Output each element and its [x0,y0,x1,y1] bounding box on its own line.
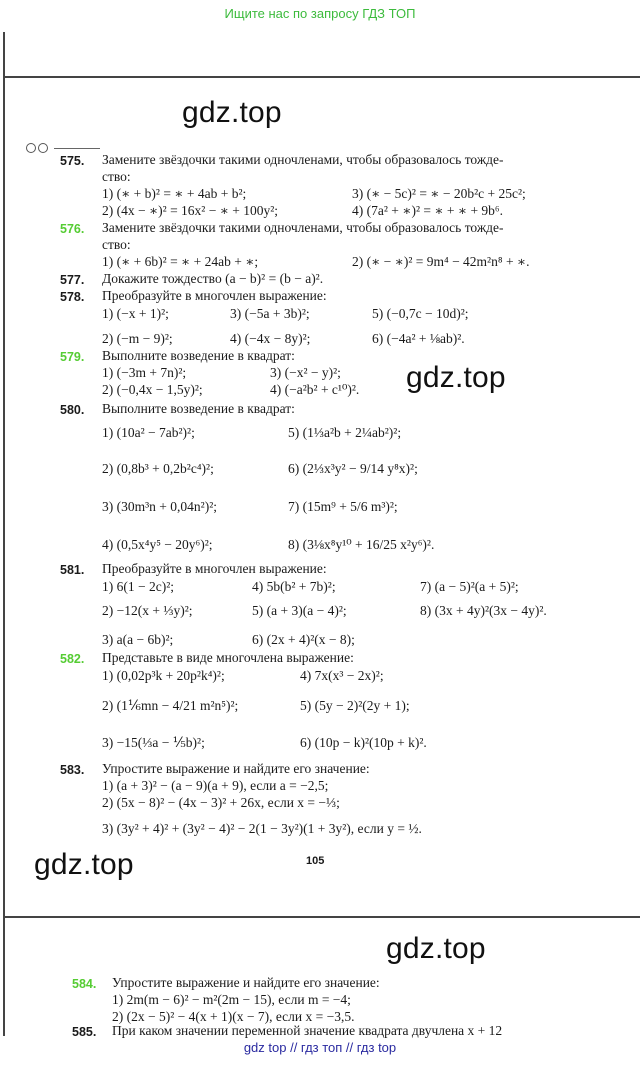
problem-576-number: 576. [60,222,85,236]
problem-581-number: 581. [60,563,85,577]
frame-page-break [3,916,640,918]
problem-575-text: Замените звёздочки такими одночленами, чтобы образовалось тожде- [102,152,504,167]
problem-581-item-2: 2) −12(x + ⅓y)²; [102,603,193,618]
problem-583-number: 583. [60,763,85,777]
frame-left-top [3,32,5,76]
problem-580-item-5: 5) (1⅓a²b + 2¼ab²)²; [288,425,402,440]
problem-583-item-2: 2) (5x − 8)² − (4x − 3)² + 26x, если x = −⅓; [102,795,340,810]
problem-583-item-1: 1) (a + 3)² − (a − 9)(a + 9), если a = −2,5; [102,778,329,793]
footer-links[interactable]: gdz top // гдз топ // гдз top [243,1040,397,1055]
frame-left-page1 [3,76,5,916]
problem-579-item-1: 1) (−3m + 7n)²; [102,365,187,380]
problem-582-number: 582. [60,652,85,666]
problem-575-item-3: 3) (∗ − 5c)² = ∗ − 20b²c + 25c²; [352,186,526,201]
problem-581-item-5: 5) (a + 3)(a − 4)²; [252,603,347,618]
problem-578-number: 578. [60,290,85,304]
problem-578-item-1: 1) (−x + 1)²; [102,306,169,321]
problem-578-item-6: 6) (−4a² + ⅛ab)². [372,331,465,346]
problem-577-text: Докажите тождество (a − b)² = (b − a)². [102,271,324,286]
problem-580-number: 580. [60,403,85,417]
problem-580-item-3: 3) (30m³n + 0,04n²)²; [102,499,217,514]
watermark-4: gdz.top [386,932,486,965]
watermark-1: gdz.top [182,96,282,129]
problem-578-item-3: 3) (−5a + 3b)²; [230,306,310,321]
section-rule [54,148,100,149]
watermark-2: gdz.top [406,361,506,394]
problem-576-item-1: 1) (∗ + 6b)² = ∗ + 24ab + ∗; [102,254,259,269]
problem-578-text: Преобразуйте в многочлен выражение: [102,288,327,303]
problem-583-text: Упростите выражение и найдите его значение: [102,761,370,776]
problem-580-item-8: 8) (3⅛x⁸y¹⁰ + 16/25 x²y⁶)². [288,537,435,552]
problem-584-text: Упростите выражение и найдите его значение: [112,975,380,990]
problem-578-item-2: 2) (−m − 9)²; [102,331,173,346]
problem-582-item-1: 1) (0,02p³k + 20p²k⁴)²; [102,668,225,683]
problem-575-text-cont: ство: [102,169,131,184]
problem-581-item-6: 6) (2x + 4)²(x − 8); [252,632,355,647]
problem-585-text: При каком значении переменной значение квадрата двучлена x + 12 [112,1023,503,1038]
problem-575-item-4: 4) (7a² + ∗)² = ∗ + ∗ + 9b⁶. [352,203,504,218]
frame-top-rule [3,76,640,78]
problem-580-item-1: 1) (10a² − 7ab²)²; [102,425,195,440]
problem-579-number: 579. [60,350,85,364]
problem-579-text: Выполните возведение в квадрат: [102,348,295,363]
problem-579-item-4: 4) (−a²b² + c¹⁰)². [270,382,360,397]
problem-578-item-5: 5) (−0,7c − 10d)²; [372,306,469,321]
problem-581-item-3: 3) a(a − 6b)²; [102,632,174,647]
problem-584-number: 584. [72,977,97,991]
problem-578-item-4: 4) (−4x − 8y)²; [230,331,311,346]
problem-584-item-2: 2) (2x − 5)² − 4(x + 1)(x − 7), если x = −3,5. [112,1009,355,1024]
problem-580-item-7: 7) (15m⁹ + 5/6 m³)²; [288,499,398,514]
problem-582-item-3: 3) −15(⅓a − ⅕b)²; [102,735,205,750]
problem-579-item-3: 3) (−x² − y)²; [270,365,341,380]
problem-577-number: 577. [60,273,85,287]
problem-580-item-2: 2) (0,8b³ + 0,2b²c⁴)²; [102,461,214,476]
problem-575-number: 575. [60,154,85,168]
problem-575-item-1: 1) (∗ + b)² = ∗ + 4ab + b²; [102,186,247,201]
problem-582-text: Представьте в виде многочлена выражение: [102,650,354,665]
problem-582-item-2: 2) (1⅙mn − 4/21 m²n⁵)²; [102,698,239,713]
problem-580-text: Выполните возведение в квадрат: [102,401,295,416]
problem-582-item-4: 4) 7x(x³ − 2x)²; [300,668,384,683]
problem-585-number: 585. [72,1025,97,1039]
problem-584-item-1: 1) 2m(m − 6)² − m²(2m − 15), если m = −4; [112,992,351,1007]
frame-left-page2 [3,916,5,1036]
problem-583-item-3: 3) (3y² + 4)² + (3y² − 4)² − 2(1 − 3y²)(1 + 3y²), если y = ½. [102,821,422,836]
problem-580-item-6: 6) (2⅓x³y² − 9/14 y⁸x)²; [288,461,418,476]
page-number: 105 [306,855,325,867]
problem-585-clip [60,1023,640,1039]
problem-576-text-cont: ство: [102,237,131,252]
problem-576-item-2: 2) (∗ − ∗)² = 9m⁴ − 42m²n⁸ + ∗. [352,254,530,269]
problem-581-item-1: 1) 6(1 − 2c)²; [102,579,175,594]
problem-575-item-2: 2) (4x − ∗)² = 16x² − ∗ + 100y²; [102,203,279,218]
section-circles-icon [26,140,50,158]
problem-581-item-8: 8) (3x + 4y)²(3x − 4y)². [420,603,547,618]
problem-581-item-7: 7) (a − 5)²(a + 5)²; [420,579,519,594]
problem-582-item-6: 6) (10p − k)²(10p + k)². [300,735,427,750]
top-banner[interactable]: Ищите нас по запросу ГДЗ ТОП [224,6,416,21]
problem-580-item-4: 4) (0,5x⁴y⁵ − 20y⁶)²; [102,537,213,552]
problem-581-text: Преобразуйте в многочлен выражение: [102,561,327,576]
problem-581-item-4: 4) 5b(b² + 7b)²; [252,579,336,594]
problem-576-text: Замените звёздочки такими одночленами, чтобы образовалось тожде- [102,220,504,235]
problem-579-item-2: 2) (−0,4x − 1,5y)²; [102,382,203,397]
problem-582-item-5: 5) (5y − 2)²(2y + 1); [300,698,410,713]
watermark-3: gdz.top [34,848,134,881]
